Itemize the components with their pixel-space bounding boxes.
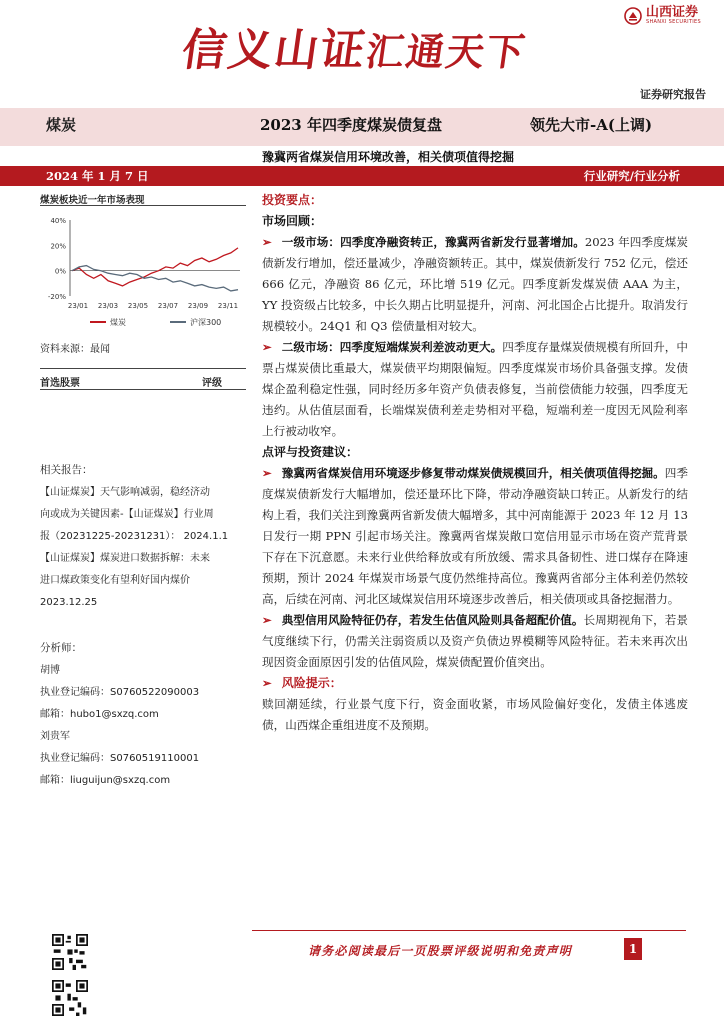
chart-source: 资料来源：最闻 [40,344,110,355]
arrow-bullet-icon: ➢ [262,340,272,354]
legend-label: 煤炭 [110,318,126,327]
related-line: 2023.12.25 [40,597,98,608]
qr-code-icon [52,934,88,970]
arrow-bullet-icon: ➢ [262,466,272,480]
analyst-list [40,660,246,792]
section-investment-points: 投资要点： [262,193,323,207]
chart-title: 煤炭板块近一年市场表现 [40,195,145,206]
analyst-license: 执业登记编码：S0760522090003 [40,687,200,698]
point-credit-environment: ➢ 豫冀两省煤炭信用环境逐步修复带动煤炭债规模回升，相关债项值得挖掘。四季度煤炭债新发行大幅增加，偿还量环比下降，带动净融资缺口转正。从新发行的结构上看，我们关注到豫冀两省新发债大幅增多，其中河南能源于 2023 年 12 月 13 日发行一期 PPN 引起市场关注。豫冀两省煤炭敞口宽信用显示市场在资产荒背景下存在下沉意愿。未来行业供给释放或有所放缓、需求具备韧性、进口煤存在降速预期，预计 2024 年煤炭市场景气度仍然维持高位。豫冀两省部分主体利差仍然较高，后续在河南、河北区域煤炭信用环境逐步改善后，相关债项或具备挖掘潜力。 [262,466,688,606]
x-tick-label: 23/07 [157,302,179,310]
y-tick-label: 40% [50,217,66,225]
risk-heading: ➢ 风险提示： [262,676,342,690]
stocks-header [40,374,246,389]
x-tick-label: 23/05 [127,302,149,310]
footer-rule [252,930,686,931]
report-body [262,190,688,736]
point-credit-risk: ➢ 典型信用风险特征仍存，若发生估值风险则具备超配价值。长周期视角下，若景气度继续下行，仍需关注弱资质以及资产负债边界模糊等风险特征。若未来再次出现因资金面原因引发的估值风险，煤炭债配置价值突出。 [262,613,688,669]
analyst-title: 分析师： [40,642,82,654]
stocks-header-label: 首选股票 [40,378,80,389]
y-tick-label: 0% [54,267,66,276]
related-reports [40,482,246,614]
arrow-bullet-icon: ➢ [262,676,272,690]
series-line-hs300 [72,266,238,291]
x-tick-label: 23/03 [97,302,119,310]
x-tick-label: 23/09 [187,302,209,310]
slogan-part1: 信义山证 [178,25,370,76]
slogan-part2: 汇通天下 [363,30,530,74]
analyst-license: 执业登记编码：S0760519110001 [40,753,200,764]
stocks-rule-bottom [40,389,246,390]
point-secondary-market: ➢ 二级市场：四季度短端煤炭利差波动更大。四季度存量煤炭债规模有所回升，中票占煤炭债比重最大，煤炭债平均期限偏短。四季度煤炭市场价具备强支撑。发债煤企盈利稳定性强，同时经历多年资产负债表修复，当前偿债能力较强，四季度无违约。从估值层面看，长端煤炭债利差走势相对平稳，短端利差一度因无风险利率上行被动收窄。 [262,340,688,438]
chart-rule [40,205,246,206]
company-logo [624,6,701,25]
risk-text: 赎回潮延续，行业景气度下行，资金面收紧，市场风险偏好变化，发债主体逃废债，山西煤企重组进度不及预期。 [262,697,688,732]
point-primary-market: ➢ 一级市场：四季度净融资转正，豫冀两省新发行显著增加。2023 年四季度煤炭债新发行增加，偿还量减少，净融资额转正。其中，煤炭债新发行 752 亿元，偿还 666 亿元，净融资 86 亿元，环比增 519 亿元。四季度新发煤炭债 AAA 为主，YY 投资级占比较多，中长久期占比明显提升，河南、河北国企占比提升。取消发行规模较小。24Q1 和 Q3 偿债量相对较大。 [262,235,688,333]
report-type: 证券研究报告 [640,88,706,101]
report-subtitle: 豫冀两省煤炭信用环境改善，相关债项值得挖掘 [262,150,515,164]
sector-label: 煤炭 [46,116,77,134]
comment-heading: 点评与投资建议： [262,445,359,459]
header-slogan [179,14,532,78]
analyst-name: 胡博 [40,665,60,676]
related-line: 报（20231225-20231231）： 2024.1.1 [40,531,229,542]
logo-name: 山西证券 [646,5,699,20]
analyst-email[interactable]: 邮箱：hubo1@sxzq.com [40,709,159,720]
y-tick-label: -20% [47,293,66,301]
related-line: 【山证煤炭】天气影响减弱，稳经济动 [40,487,210,498]
report-category: 行业研究/行业分析 [583,169,680,183]
market-review-heading: 市场回顾： [262,214,323,228]
related-line: 向或成为关键因素-【山证煤炭】行业周 [40,509,214,520]
related-line: 【山证煤炭】煤炭进口数据拆解：未来 [40,553,210,564]
logo-english: SHANXI SECURITIES [646,19,701,25]
arrow-bullet-icon: ➢ [262,613,272,627]
page-number: 1 [624,938,642,960]
analyst-email[interactable]: 邮箱：liuguijun@sxzq.com [40,775,171,786]
x-tick-label: 23/01 [67,302,89,310]
report-title: 2023 年四季度煤炭债复盘 [260,116,442,134]
market-chart [40,210,246,332]
report-date: 2024 年 1 月 7 日 [46,169,149,183]
related-line: 进口煤政策变化有望利好国内煤价 [40,575,190,586]
qr-code-icon [52,980,88,1016]
y-tick-label: 20% [50,242,66,251]
industry-rating: 领先大市-A(上调) [530,116,653,134]
legend-label: 沪深300 [190,318,222,327]
analyst-name: 刘贵军 [40,731,70,742]
arrow-bullet-icon: ➢ [262,235,272,249]
related-title: 相关报告： [40,464,93,476]
footer-disclaimer: 请务必阅读最后一页股票评级说明和免责声明 [308,944,573,958]
stocks-rule-top [40,368,246,369]
x-tick-label: 23/11 [217,302,239,310]
rating-header-label: 评级 [202,378,222,389]
series-line-coal [72,248,238,286]
logo-mark-icon [624,7,642,25]
